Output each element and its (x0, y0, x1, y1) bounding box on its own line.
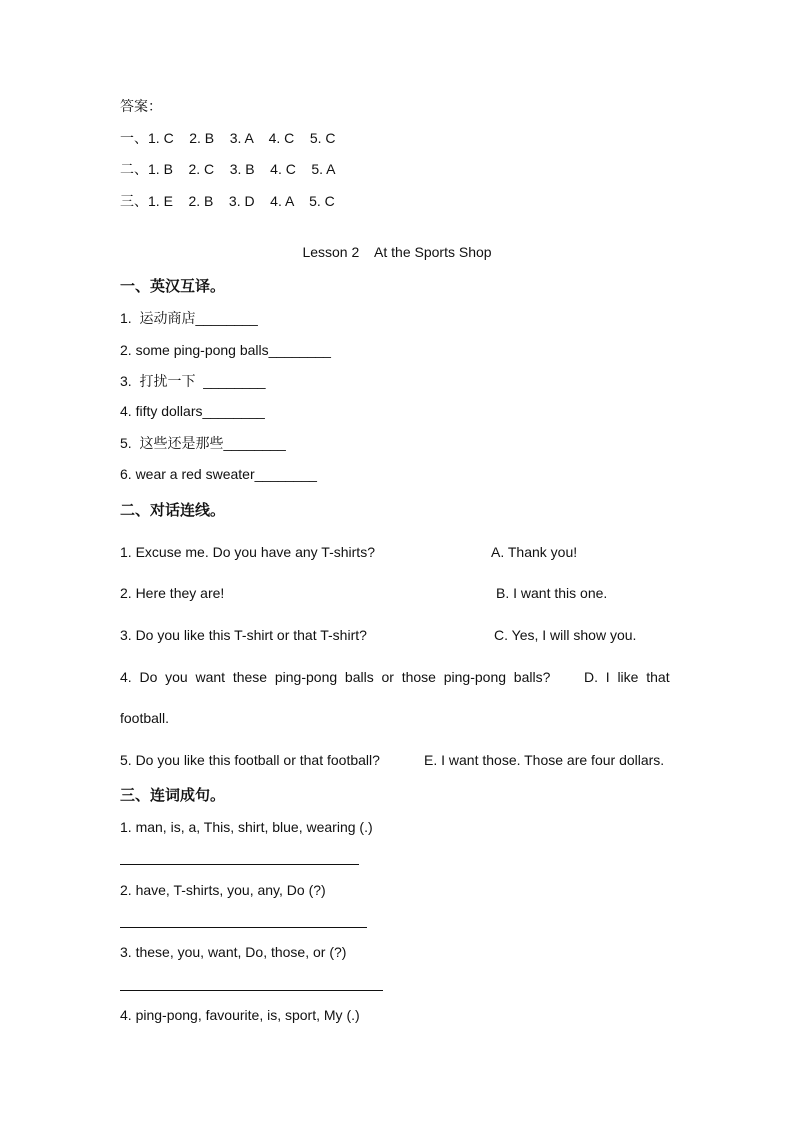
answer-blank-line (120, 990, 383, 991)
section1-item-6: 6. wear a red sweater________ (120, 466, 317, 482)
section1-heading: 一、英汉互译。 (120, 278, 226, 295)
answers-part2: 二、1. B 2. C 3. B 4. C 5. A (120, 161, 336, 177)
section1-item-5: 5. 这些还是那些________ (120, 435, 286, 451)
answer-blank-line (120, 927, 367, 928)
match-question-4-continued: football. (120, 710, 170, 726)
match-question-5: 5. Do you like this football or that football? (120, 752, 380, 768)
answer-blank-line (120, 864, 359, 865)
section3-item-4: 4. ping-pong, favourite, is, sport, My (.) (120, 1007, 360, 1023)
match-answer-b: B. I want this one. (496, 585, 608, 601)
section3-item-3: 3. these, you, want, Do, those, or (?) (120, 944, 347, 960)
match-question-1: 1. Excuse me. Do you have any T-shirts? (120, 544, 375, 560)
answers-part1: 一、1. C 2. B 3. A 4. C 5. C (120, 130, 336, 146)
match-answer-d: D. I like that (584, 669, 670, 685)
match-question-2: 2. Here they are! (120, 585, 225, 601)
section1-item-1: 1. 运动商店________ (120, 310, 258, 326)
section3-heading: 三、连词成句。 (120, 787, 226, 804)
section2-heading: 二、对话连线。 (120, 502, 226, 519)
match-answer-c: C. Yes, I will show you. (494, 627, 637, 643)
section1-item-4: 4. fifty dollars________ (120, 403, 265, 419)
section3-item-1: 1. man, is, a, This, shirt, blue, wearing (.) (120, 819, 373, 835)
section1-item-2: 2. some ping-pong balls________ (120, 342, 331, 358)
lesson-title: Lesson 2 At the Sports Shop (302, 244, 492, 260)
match-question-3: 3. Do you like this T-shirt or that T-shirt? (120, 627, 367, 643)
match-question-4: 4. Do you want these ping-pong balls or those ping-pong balls? (120, 669, 551, 685)
section3-item-2: 2. have, T-shirts, you, any, Do (?) (120, 882, 326, 898)
section1-item-3: 3. 打扰一下 ________ (120, 373, 266, 389)
answers-label: 答案： (120, 98, 162, 114)
match-answer-e: E. I want those. Those are four dollars. (424, 752, 665, 768)
match-answer-a: A. Thank you! (491, 544, 578, 560)
answers-part3: 三、1. E 2. B 3. D 4. A 5. C (120, 193, 335, 209)
